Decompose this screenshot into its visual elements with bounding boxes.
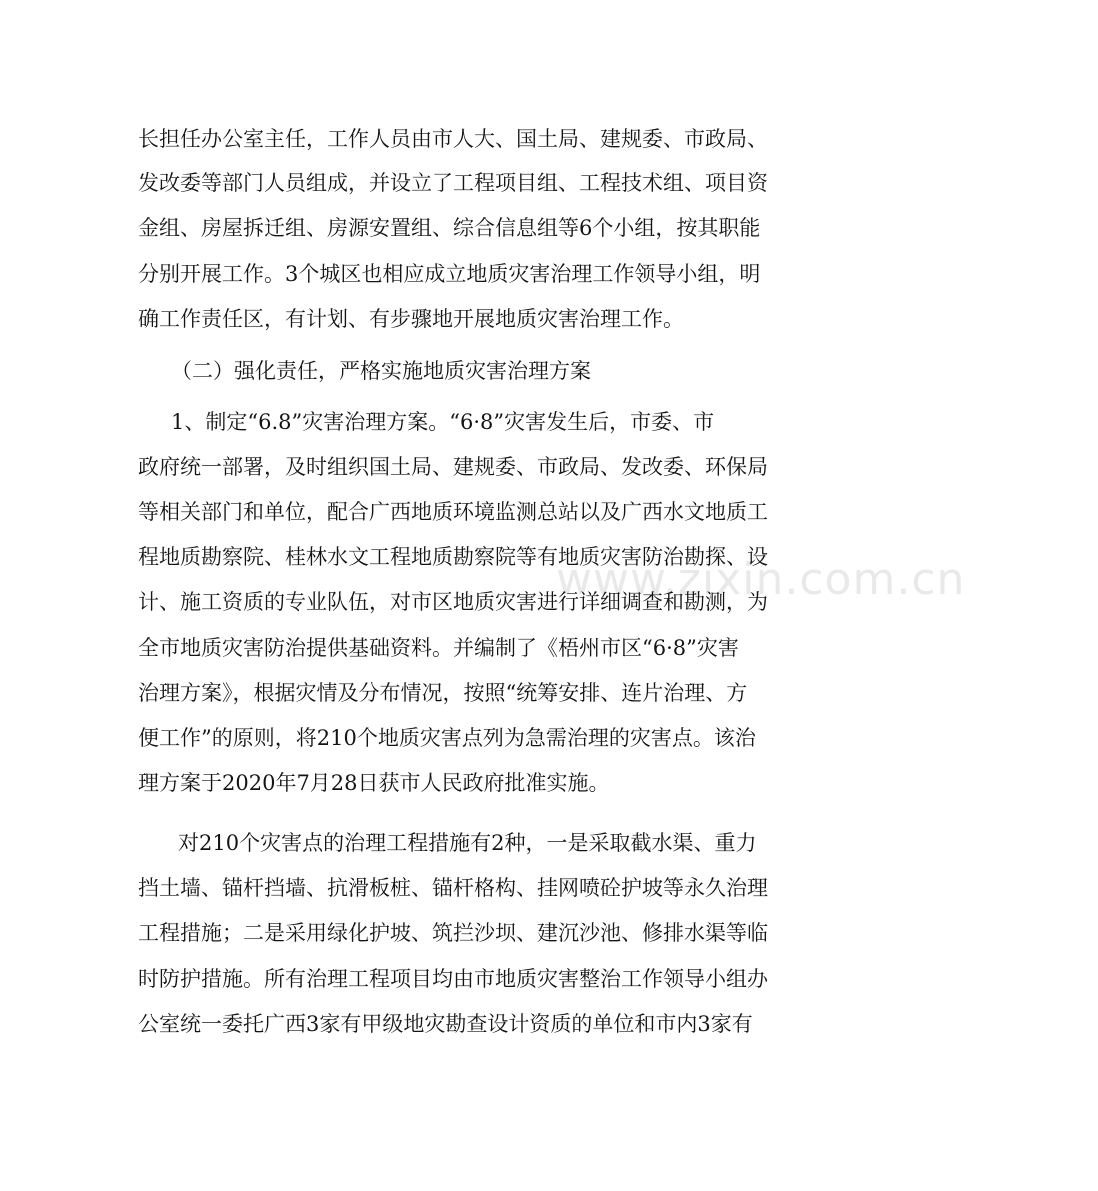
paragraph-line: 治理方案》，根据灾情及分布情况，按照“统筹安排、连片治理、方 xyxy=(138,681,748,705)
paragraph-line: 确工作责任区，有计划、有步骤地开展地质灾害治理工作。 xyxy=(138,307,684,331)
paragraph-line: 长担任办公室主任，工作人员由市人大、国土局、建规委、市政局、 xyxy=(138,127,768,151)
paragraph-line: 1、制定“6.8”灾害治理方案。“6·8”灾害发生后，市委、市 xyxy=(171,410,715,434)
paragraph-line: 理方案于2020年7月28日获市人民政府批准实施。 xyxy=(138,771,610,795)
paragraph-line: 政府统一部署，及时组织国土局、建规委、市政局、发改委、环保局 xyxy=(138,455,768,479)
paragraph-line: 金组、房屋拆迁组、房源安置组、综合信息组等6个小组，按其职能 xyxy=(138,216,761,240)
watermark: www.zixin.com.cn xyxy=(556,554,966,605)
paragraph-line: 工程措施；二是采用绿化护坡、筑拦沙坝、建沉沙池、修排水渠等临 xyxy=(138,921,768,945)
paragraph-line: 公室统一委托广西3家有甲级地灾勘查设计资质的单位和市内3家有 xyxy=(138,1012,753,1036)
paragraph-line: 挡土墙、锚杆挡墙、抗滑板桩、锚杆格构、挂网喷砼护坡等永久治理 xyxy=(138,876,768,900)
paragraph-line: 等相关部门和单位，配合广西地质环境监测总站以及广西水文地质工 xyxy=(138,500,768,524)
paragraph-line: 发改委等部门人员组成，并设立了工程项目组、工程技术组、项目资 xyxy=(138,171,768,195)
paragraph-line: 对210个灾害点的治理工程措施有2种，一是采取截水渠、重力 xyxy=(178,831,757,855)
section-heading: （二）强化责任，严格实施地质灾害治理方案 xyxy=(171,359,591,383)
paragraph-line: 时防护措施。所有治理工程项目均由市地质灾害整治工作领导小组办 xyxy=(138,967,768,991)
paragraph-line: 程地质勘察院、桂林水文工程地质勘察院等有地质灾害防治勘探、设 xyxy=(138,545,768,569)
paragraph-line: 分别开展工作。3个城区也相应成立地质灾害治理工作领导小组，明 xyxy=(138,262,761,286)
paragraph-line: 全市地质灾害防治提供基础资料。并编制了《梧州市区“6·8”灾害 xyxy=(138,636,739,660)
paragraph-line: 计、施工资质的专业队伍，对市区地质灾害进行详细调查和勘测，为 xyxy=(138,590,768,614)
paragraph-line: 便工作”的原则，将210个地质灾害点列为急需治理的灾害点。该治 xyxy=(138,726,756,750)
